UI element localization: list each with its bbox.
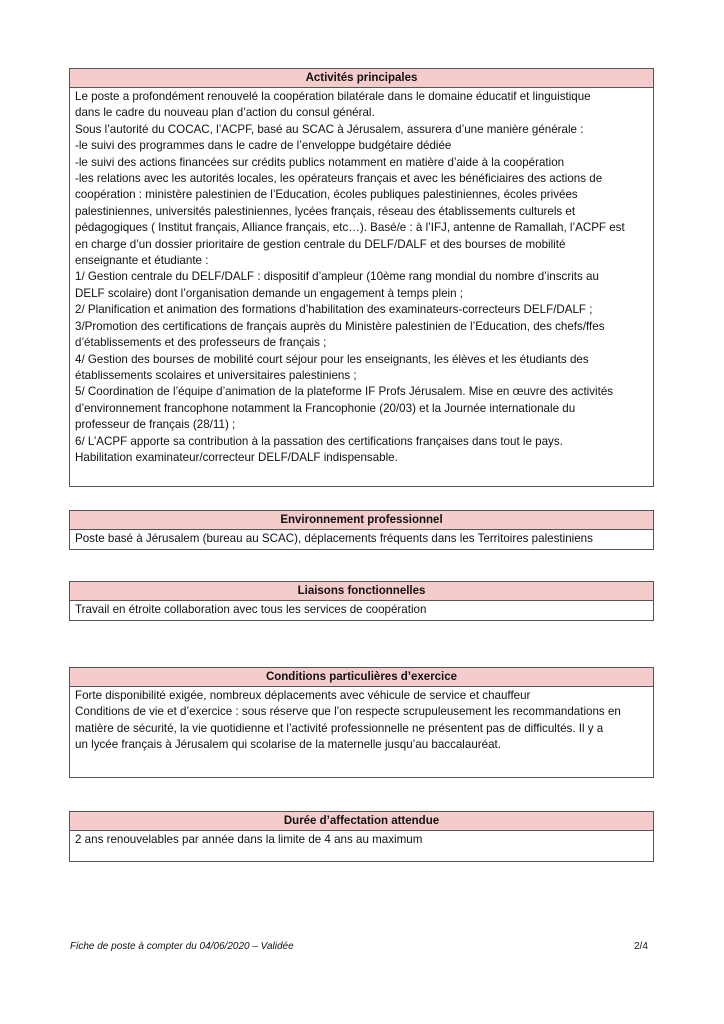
section-body bbox=[70, 687, 653, 777]
text-line: matière de sécurité, la vie quotidienne et l’activité professionnelle ne présentent pas de difficultés. Il y a bbox=[75, 721, 604, 735]
text-line: Poste basé à Jérusalem (bureau au SCAC), déplacements fréquents dans les Territoires palestiniens bbox=[75, 532, 593, 545]
text-line: en charge d’un dossier prioritaire de gestion centrale du DELF/DALF et des bourses de mobilité bbox=[75, 237, 566, 251]
section-body bbox=[70, 601, 653, 620]
text-line: professeur de français (28/11) ; bbox=[75, 418, 236, 432]
section-liaisons-fonctionnelles bbox=[69, 581, 654, 621]
text-line: pédagogiques ( Institut français, Alliance français, etc…). Basé/e : à l’IFJ, antenne de Ramallah, l’ACPF est bbox=[75, 221, 625, 235]
text-line: d’environnement francophone notamment la Francophonie (20/03) et la Journée internationale du bbox=[75, 401, 576, 415]
text-line: 2/ Planification et animation des formations d’habilitation des examinateurs-correcteurs DELF/DALF ; bbox=[75, 303, 593, 317]
text-line: DELF scolaire) dont l’organisation demande un engagement à temps plein ; bbox=[75, 286, 463, 300]
section-body bbox=[70, 88, 653, 486]
text-line: Le poste a profondément renouvelé la coopération bilatérale dans le domaine éducatif et linguistique bbox=[75, 90, 591, 103]
section-body bbox=[70, 831, 653, 861]
text-line: palestiniennes, universités palestiniennes, lycées français, réseau des établissements culturels et bbox=[75, 204, 576, 218]
text-line: 3/Promotion des certifications de français auprès du Ministère palestinien de l’Education, des chefs/ffes bbox=[75, 319, 605, 333]
footer-page-number: 2/4 bbox=[634, 941, 648, 952]
text-line: -les relations avec les autorités locales, les opérateurs français et avec les bénéficiaires des actions de bbox=[75, 172, 603, 186]
text-line: 2 ans renouvelables par année dans la limite de 4 ans au maximum bbox=[75, 833, 423, 846]
section-title: Durée d’affectation attendue bbox=[70, 812, 653, 831]
section-body bbox=[70, 530, 653, 549]
text-line: Conditions de vie et d’exercice : sous réserve que l’on respecte scrupuleusement les recommandations en bbox=[75, 705, 621, 719]
text-line: Habilitation examinateur/correcteur DELF/DALF indispensable. bbox=[75, 450, 398, 464]
text-line: 6/ L’ACPF apporte sa contribution à la passation des certifications françaises dans tout le pays. bbox=[75, 434, 563, 448]
section-title: Activités principales bbox=[70, 69, 653, 88]
text-line: Travail en étroite collaboration avec tous les services de coopération bbox=[75, 603, 427, 616]
text-line: établissements scolaires et universitaires palestiniens ; bbox=[75, 368, 357, 382]
text-line: -le suivi des programmes dans le cadre de l’enveloppe budgétaire dédiée bbox=[75, 139, 452, 153]
section-environnement-professionnel bbox=[69, 510, 654, 550]
section-activites-principales bbox=[69, 68, 654, 487]
section-duree-affectation bbox=[69, 811, 654, 862]
text-line: coopération : ministère palestinien de l’Education, écoles publiques palestiniennes, écoles privées bbox=[75, 188, 578, 202]
text-line: 4/ Gestion des bourses de mobilité court séjour pour les enseignants, les élèves et les étudiants des bbox=[75, 352, 589, 366]
text-line: 5/ Coordination de l’équipe d’animation de la plateforme IF Profs Jérusalem. Mise en œuvre des activités bbox=[75, 385, 614, 399]
section-conditions-particulieres bbox=[69, 667, 654, 778]
section-title: Environnement professionnel bbox=[70, 511, 653, 530]
footer-document-info: Fiche de poste à compter du 04/06/2020 – Validée bbox=[70, 941, 294, 952]
text-line: Sous l’autorité du COCAC, l’ACPF, basé au SCAC à Jérusalem, assurera d’une manière générale : bbox=[75, 122, 584, 136]
section-title: Liaisons fonctionnelles bbox=[70, 582, 653, 601]
text-line: d’établissements et des professeurs de français ; bbox=[75, 336, 327, 350]
section-title: Conditions particulières d’exercice bbox=[70, 668, 653, 687]
text-line: enseignante et étudiante : bbox=[75, 254, 209, 268]
text-line: 1/ Gestion centrale du DELF/DALF : dispositif d’ampleur (10ème rang mondial du nombre d’inscrits au bbox=[75, 270, 599, 284]
text-line: Forte disponibilité exigée, nombreux déplacements avec véhicule de service et chauffeur bbox=[75, 689, 531, 702]
text-line: dans le cadre du nouveau plan d’action du consul général. bbox=[75, 106, 375, 120]
text-line: -le suivi des actions financées sur crédits publics notamment en matière d’aide à la coopération bbox=[75, 155, 565, 169]
text-line: un lycée français à Jérusalem qui scolarise de la maternelle jusqu’au baccalauréat. bbox=[75, 738, 501, 752]
